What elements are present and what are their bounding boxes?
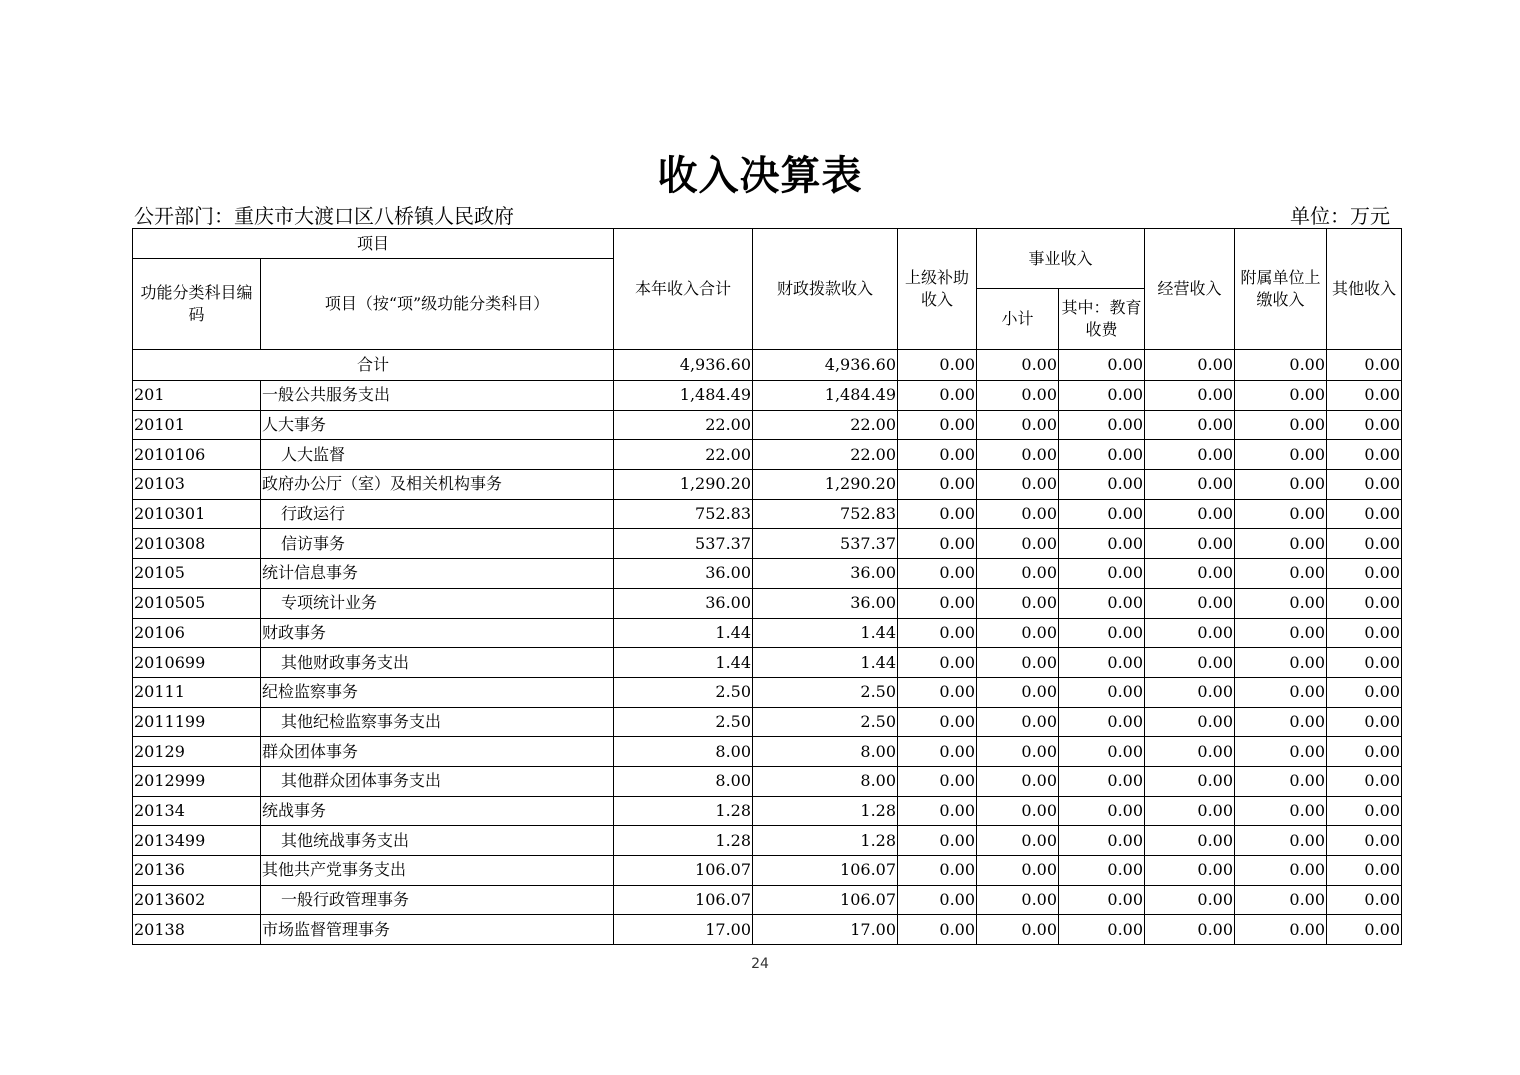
row-value: 0.00 — [1059, 826, 1145, 856]
row-value: 0.00 — [898, 737, 977, 767]
table-row — [133, 856, 1402, 886]
row-value: 0.00 — [977, 410, 1059, 440]
row-value: 0.00 — [1235, 588, 1327, 618]
row-value: 0.00 — [1235, 648, 1327, 678]
row-value: 0.00 — [1327, 410, 1402, 440]
header-total-income: 本年收入合计 — [614, 229, 753, 350]
row-code: 20129 — [133, 737, 261, 767]
total-cell: 0.00 — [1327, 350, 1402, 381]
row-value: 22.00 — [614, 410, 753, 440]
row-value: 0.00 — [977, 737, 1059, 767]
row-code: 2013499 — [133, 826, 261, 856]
row-value: 0.00 — [1059, 677, 1145, 707]
row-value: 0.00 — [1145, 648, 1235, 678]
row-name: 行政运行 — [261, 499, 614, 529]
table-row — [133, 766, 1402, 796]
row-value: 0.00 — [977, 648, 1059, 678]
header-fiscal: 财政拨款收入 — [753, 229, 898, 350]
row-value: 0.00 — [977, 588, 1059, 618]
row-value: 0.00 — [977, 885, 1059, 915]
row-value: 0.00 — [1059, 529, 1145, 559]
row-value: 17.00 — [753, 915, 898, 945]
row-value: 0.00 — [1145, 796, 1235, 826]
row-code: 2010505 — [133, 588, 261, 618]
row-value: 0.00 — [1327, 381, 1402, 411]
row-value: 0.00 — [1327, 648, 1402, 678]
header-code: 功能分类科目编码 — [133, 259, 261, 350]
row-value: 0.00 — [1059, 856, 1145, 886]
row-value: 0.00 — [977, 381, 1059, 411]
row-value: 22.00 — [614, 440, 753, 470]
row-value: 0.00 — [898, 915, 977, 945]
row-value: 0.00 — [898, 410, 977, 440]
row-value: 0.00 — [898, 796, 977, 826]
total-cell: 0.00 — [898, 350, 977, 381]
page-title: 收入决算表 — [657, 153, 863, 199]
row-value: 0.00 — [1235, 885, 1327, 915]
row-value: 0.00 — [1327, 529, 1402, 559]
row-value: 0.00 — [977, 766, 1059, 796]
row-value: 752.83 — [753, 499, 898, 529]
row-value: 2.50 — [614, 677, 753, 707]
row-value: 0.00 — [1327, 499, 1402, 529]
table-row — [133, 915, 1402, 945]
row-value: 0.00 — [1235, 737, 1327, 767]
row-value: 0.00 — [977, 677, 1059, 707]
row-value: 0.00 — [1145, 707, 1235, 737]
unit-label: 单位：万元 — [1290, 204, 1390, 228]
row-value: 0.00 — [1059, 648, 1145, 678]
row-value: 0.00 — [1145, 885, 1235, 915]
row-value: 106.07 — [614, 885, 753, 915]
header-subtotal: 小计 — [977, 289, 1059, 350]
row-value: 17.00 — [614, 915, 753, 945]
row-name: 人大监督 — [261, 440, 614, 470]
row-value: 0.00 — [1327, 618, 1402, 648]
row-value: 0.00 — [898, 766, 977, 796]
row-name: 其他共产党事务支出 — [261, 856, 614, 886]
row-value: 0.00 — [1145, 826, 1235, 856]
row-value: 1,290.20 — [614, 470, 753, 500]
row-value: 22.00 — [753, 410, 898, 440]
row-value: 1,484.49 — [753, 381, 898, 411]
row-value: 8.00 — [614, 737, 753, 767]
row-value: 0.00 — [898, 470, 977, 500]
table-row — [133, 677, 1402, 707]
row-value: 0.00 — [898, 648, 977, 678]
row-value: 0.00 — [977, 826, 1059, 856]
total-cell: 0.00 — [1145, 350, 1235, 381]
row-value: 1.44 — [753, 648, 898, 678]
row-name: 政府办公厅（室）及相关机构事务 — [261, 470, 614, 500]
row-name: 其他财政事务支出 — [261, 648, 614, 678]
page-number: 24 — [751, 956, 769, 972]
row-value: 2.50 — [753, 707, 898, 737]
row-value: 0.00 — [1235, 529, 1327, 559]
row-value: 0.00 — [1327, 707, 1402, 737]
row-value: 0.00 — [1059, 588, 1145, 618]
row-value: 0.00 — [1059, 707, 1145, 737]
row-value: 0.00 — [1235, 826, 1327, 856]
row-value: 1.28 — [753, 796, 898, 826]
row-code: 2012999 — [133, 766, 261, 796]
row-value: 0.00 — [1145, 737, 1235, 767]
row-value: 0.00 — [977, 915, 1059, 945]
row-code: 2010308 — [133, 529, 261, 559]
row-value: 0.00 — [1327, 559, 1402, 589]
row-value: 0.00 — [898, 618, 977, 648]
row-value: 0.00 — [1327, 470, 1402, 500]
row-value: 0.00 — [898, 826, 977, 856]
row-value: 0.00 — [898, 885, 977, 915]
row-value: 0.00 — [1145, 618, 1235, 648]
row-value: 22.00 — [753, 440, 898, 470]
row-code: 201 — [133, 381, 261, 411]
row-code: 2010301 — [133, 499, 261, 529]
table-row — [133, 410, 1402, 440]
row-value: 36.00 — [753, 559, 898, 589]
row-name: 专项统计业务 — [261, 588, 614, 618]
row-value: 0.00 — [1059, 618, 1145, 648]
row-name: 信访事务 — [261, 529, 614, 559]
table-row — [133, 707, 1402, 737]
total-cell: 0.00 — [1059, 350, 1145, 381]
row-value: 8.00 — [614, 766, 753, 796]
row-value: 0.00 — [1327, 856, 1402, 886]
row-code: 2013602 — [133, 885, 261, 915]
row-code: 20111 — [133, 677, 261, 707]
row-value: 0.00 — [898, 707, 977, 737]
row-value: 0.00 — [1145, 529, 1235, 559]
row-value: 0.00 — [977, 618, 1059, 648]
row-value: 0.00 — [1059, 796, 1145, 826]
row-value: 2.50 — [753, 677, 898, 707]
row-value: 0.00 — [1235, 618, 1327, 648]
header-superior-subsidy: 上级补助收入 — [898, 229, 977, 350]
row-value: 8.00 — [753, 766, 898, 796]
row-code: 20138 — [133, 915, 261, 945]
row-value: 0.00 — [977, 499, 1059, 529]
row-code: 20101 — [133, 410, 261, 440]
row-name: 财政事务 — [261, 618, 614, 648]
row-value: 0.00 — [1327, 737, 1402, 767]
header-affiliated: 附属单位上缴收入 — [1235, 229, 1327, 350]
row-value: 0.00 — [1145, 499, 1235, 529]
row-name: 其他统战事务支出 — [261, 826, 614, 856]
row-value: 0.00 — [1327, 677, 1402, 707]
row-value: 0.00 — [1327, 826, 1402, 856]
table-row — [133, 588, 1402, 618]
row-value: 0.00 — [1059, 470, 1145, 500]
row-value: 0.00 — [898, 381, 977, 411]
department-label: 公开部门：重庆市大渡口区八桥镇人民政府 — [134, 204, 514, 228]
row-value: 0.00 — [1235, 796, 1327, 826]
row-value: 0.00 — [1327, 796, 1402, 826]
row-value: 0.00 — [1235, 766, 1327, 796]
table-row — [133, 796, 1402, 826]
row-value: 0.00 — [1145, 470, 1235, 500]
row-value: 0.00 — [1145, 588, 1235, 618]
total-cell: 0.00 — [977, 350, 1059, 381]
row-value: 0.00 — [1145, 381, 1235, 411]
row-code: 2010106 — [133, 440, 261, 470]
income-table — [132, 228, 1402, 945]
row-value: 1,484.49 — [614, 381, 753, 411]
row-name: 人大事务 — [261, 410, 614, 440]
row-value: 0.00 — [1059, 766, 1145, 796]
row-value: 0.00 — [1145, 410, 1235, 440]
row-value: 0.00 — [1327, 915, 1402, 945]
header-operating-income: 经营收入 — [1145, 229, 1235, 350]
table-row — [133, 559, 1402, 589]
row-code: 20134 — [133, 796, 261, 826]
table-row — [133, 470, 1402, 500]
total-cell: 4,936.60 — [753, 350, 898, 381]
row-value: 752.83 — [614, 499, 753, 529]
row-value: 0.00 — [1327, 440, 1402, 470]
row-value: 0.00 — [1059, 885, 1145, 915]
row-name: 一般公共服务支出 — [261, 381, 614, 411]
row-value: 0.00 — [1235, 440, 1327, 470]
table-row — [133, 737, 1402, 767]
row-value: 0.00 — [898, 856, 977, 886]
row-value: 0.00 — [977, 796, 1059, 826]
header-other-income: 其他收入 — [1327, 229, 1402, 350]
row-value: 0.00 — [977, 440, 1059, 470]
row-value: 0.00 — [1145, 856, 1235, 886]
row-value: 0.00 — [1059, 381, 1145, 411]
table-row — [133, 529, 1402, 559]
row-value: 0.00 — [1327, 766, 1402, 796]
table-row — [133, 440, 1402, 470]
row-value: 0.00 — [898, 588, 977, 618]
table-row — [133, 618, 1402, 648]
row-code: 2010699 — [133, 648, 261, 678]
row-value: 0.00 — [1327, 885, 1402, 915]
row-value: 106.07 — [753, 856, 898, 886]
total-cell: 0.00 — [1235, 350, 1327, 381]
row-value: 0.00 — [898, 677, 977, 707]
row-value: 2.50 — [614, 707, 753, 737]
row-value: 36.00 — [614, 588, 753, 618]
table-row — [133, 885, 1402, 915]
row-value: 1.28 — [753, 826, 898, 856]
row-value: 0.00 — [1327, 588, 1402, 618]
row-value: 0.00 — [1235, 410, 1327, 440]
row-value: 106.07 — [753, 885, 898, 915]
row-value: 0.00 — [898, 499, 977, 529]
row-value: 0.00 — [898, 559, 977, 589]
row-value: 0.00 — [977, 856, 1059, 886]
table-row — [133, 381, 1402, 411]
row-value: 0.00 — [1235, 856, 1327, 886]
table-row — [133, 648, 1402, 678]
header-business-income: 事业收入 — [977, 229, 1145, 289]
row-name: 一般行政管理事务 — [261, 885, 614, 915]
row-value: 0.00 — [1059, 499, 1145, 529]
header-education-fee: 其中：教育收费 — [1059, 289, 1145, 350]
total-cell: 4,936.60 — [614, 350, 753, 381]
row-value: 0.00 — [1059, 915, 1145, 945]
row-value: 0.00 — [898, 440, 977, 470]
row-value: 0.00 — [977, 707, 1059, 737]
row-value: 0.00 — [1235, 915, 1327, 945]
total-label: 合计 — [133, 350, 614, 381]
row-value: 36.00 — [614, 559, 753, 589]
row-value: 0.00 — [1235, 499, 1327, 529]
row-code: 20105 — [133, 559, 261, 589]
row-value: 1.44 — [753, 618, 898, 648]
row-code: 20103 — [133, 470, 261, 500]
row-code: 20106 — [133, 618, 261, 648]
row-name: 统计信息事务 — [261, 559, 614, 589]
row-value: 0.00 — [977, 470, 1059, 500]
row-value: 537.37 — [753, 529, 898, 559]
row-value: 1.44 — [614, 618, 753, 648]
row-value: 0.00 — [1059, 440, 1145, 470]
row-value: 1.28 — [614, 796, 753, 826]
row-code: 20136 — [133, 856, 261, 886]
header-name: 项目（按“项”级功能分类科目） — [261, 259, 614, 350]
row-value: 0.00 — [1235, 559, 1327, 589]
row-value: 1.28 — [614, 826, 753, 856]
row-value: 0.00 — [898, 529, 977, 559]
row-name: 市场监督管理事务 — [261, 915, 614, 945]
table-row — [133, 499, 1402, 529]
row-value: 0.00 — [1059, 737, 1145, 767]
row-value: 8.00 — [753, 737, 898, 767]
row-name: 其他纪检监察事务支出 — [261, 707, 614, 737]
row-name: 其他群众团体事务支出 — [261, 766, 614, 796]
row-value: 537.37 — [614, 529, 753, 559]
table-row — [133, 826, 1402, 856]
row-name: 群众团体事务 — [261, 737, 614, 767]
row-value: 1,290.20 — [753, 470, 898, 500]
row-value: 0.00 — [977, 559, 1059, 589]
row-value: 0.00 — [1235, 470, 1327, 500]
row-value: 0.00 — [1235, 381, 1327, 411]
row-value: 36.00 — [753, 588, 898, 618]
row-name: 统战事务 — [261, 796, 614, 826]
row-value: 106.07 — [614, 856, 753, 886]
row-value: 0.00 — [1145, 559, 1235, 589]
row-value: 0.00 — [1235, 677, 1327, 707]
row-value: 0.00 — [1059, 410, 1145, 440]
row-value: 1.44 — [614, 648, 753, 678]
row-code: 2011199 — [133, 707, 261, 737]
row-value: 0.00 — [1145, 440, 1235, 470]
row-value: 0.00 — [1235, 707, 1327, 737]
row-value: 0.00 — [1145, 766, 1235, 796]
header-project: 项目 — [133, 229, 614, 259]
total-row — [133, 350, 1402, 381]
row-name: 纪检监察事务 — [261, 677, 614, 707]
row-value: 0.00 — [1145, 677, 1235, 707]
row-value: 0.00 — [1145, 915, 1235, 945]
row-value: 0.00 — [977, 529, 1059, 559]
row-value: 0.00 — [1059, 559, 1145, 589]
